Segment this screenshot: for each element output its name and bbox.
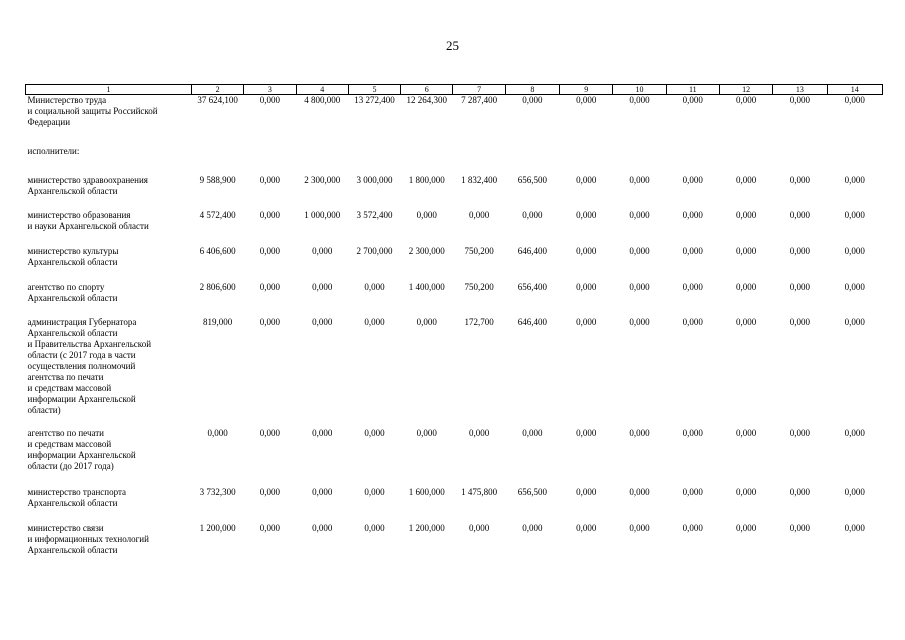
cell-value: 0,000: [629, 282, 650, 292]
cell-value: 0,000: [576, 523, 597, 533]
cell-value: [244, 146, 296, 157]
cell-value: 0,000: [789, 210, 811, 220]
cell-value: [560, 146, 613, 157]
table-row: [26, 317, 883, 416]
table-row: [26, 95, 883, 129]
table-body: [26, 95, 883, 557]
cell-value: 0,000: [522, 523, 543, 533]
cell-value: 0,000: [576, 246, 597, 256]
column-header: 8: [505, 85, 559, 95]
cell-value: 0,000: [682, 428, 703, 438]
cell-value: 2 300,000: [408, 246, 445, 256]
cell-value: [827, 146, 882, 157]
table-row: [26, 175, 883, 197]
row-name: Министерство труда и социальной защиты Российской Федерации: [27, 95, 158, 127]
cell-value: 1 800,000: [408, 175, 445, 185]
row-spacer: [26, 304, 883, 317]
cell-value: 0,000: [576, 428, 597, 438]
cell-value: 0,000: [259, 175, 281, 185]
cell-value: 0,000: [416, 428, 437, 438]
cell-value: 0,000: [576, 95, 597, 105]
cell-value: 0,000: [312, 428, 333, 438]
cell-value: [191, 146, 243, 157]
table-row: [26, 487, 883, 509]
cell-value: 0,000: [735, 487, 757, 497]
cell-value: 0,000: [735, 317, 757, 327]
cell-value: 0,000: [364, 317, 385, 327]
cell-value: 0,000: [468, 523, 490, 533]
cell-value: 0,000: [259, 428, 281, 438]
cell-value: 0,000: [789, 95, 811, 105]
cell-value: 0,000: [312, 282, 333, 292]
cell-value: 1 600,000: [408, 487, 445, 497]
column-header: 12: [719, 85, 772, 95]
cell-value: 750,200: [464, 246, 494, 256]
row-name: министерство транспорта Архангельской области: [27, 487, 127, 508]
header-row: [26, 85, 883, 95]
cell-value: 0,000: [416, 210, 437, 220]
table-row: [26, 246, 883, 268]
cell-value: 6 406,600: [199, 246, 236, 256]
row-spacer: [26, 232, 883, 246]
cell-value: 0,000: [312, 317, 333, 327]
cell-value: 0,000: [259, 210, 281, 220]
cell-value: 1 200,000: [408, 523, 445, 533]
cell-value: 0,000: [416, 317, 437, 327]
table-row: [26, 282, 883, 304]
cell-value: 0,000: [735, 246, 757, 256]
column-header: 9: [560, 85, 613, 95]
cell-value: 0,000: [682, 523, 703, 533]
table-row: [26, 523, 883, 556]
cell-value: 1 400,000: [408, 282, 445, 292]
cell-value: 0,000: [789, 282, 811, 292]
row-name: министерство связи и информационных технологий Архангельской области: [27, 523, 149, 555]
cell-value: 0,000: [468, 428, 490, 438]
cell-value: 656,500: [517, 175, 548, 185]
column-header: 5: [348, 85, 400, 95]
cell-value: 4 572,400: [199, 210, 236, 220]
column-header: 7: [453, 85, 505, 95]
cell-value: 0,000: [629, 487, 650, 497]
cell-value: 0,000: [629, 210, 650, 220]
row-name: министерство культуры Архангельской области: [27, 246, 119, 267]
cell-value: 37 624,100: [197, 95, 238, 105]
cell-value: 12 264,300: [406, 95, 448, 105]
cell-value: 0,000: [682, 282, 703, 292]
table-row: [26, 428, 883, 472]
row-name: администрация Губернатора Архангельской области и Правительства Архангельской области (с 2017 года в части осуществления полномочий агентства по печати и средствам массовой информации Архангельской области): [27, 317, 152, 415]
cell-value: 2 700,000: [356, 246, 393, 256]
cell-value: 0,000: [364, 282, 385, 292]
cell-value: 0,000: [207, 428, 228, 438]
cell-value: 0,000: [522, 95, 543, 105]
cell-value: 4 800,000: [304, 95, 341, 105]
cell-value: 0,000: [576, 487, 597, 497]
cell-value: 0,000: [789, 428, 811, 438]
cell-value: [719, 146, 772, 157]
row-name: агентство по печати и средствам массовой информации Архангельской области (до 2017 года): [27, 428, 136, 471]
cell-value: 0,000: [789, 487, 811, 497]
cell-value: 0,000: [576, 210, 597, 220]
cell-value: 0,000: [576, 317, 597, 327]
cell-value: 0,000: [468, 210, 490, 220]
cell-value: [348, 146, 400, 157]
column-header: 1: [26, 85, 192, 95]
cell-value: 172,700: [464, 317, 494, 327]
cell-value: [613, 146, 666, 157]
cell-value: 2 300,000: [304, 175, 341, 185]
cell-value: 0,000: [735, 95, 757, 105]
cell-value: 7 287,400: [461, 95, 498, 105]
cell-value: 1 200,000: [199, 523, 236, 533]
column-header: 13: [773, 85, 827, 95]
cell-value: 9 588,900: [199, 175, 236, 185]
cell-value: 0,000: [682, 246, 703, 256]
cell-value: 0,000: [844, 246, 865, 256]
cell-value: 0,000: [789, 317, 811, 327]
cell-value: 0,000: [844, 317, 865, 327]
cell-value: 0,000: [844, 95, 865, 105]
cell-value: 0,000: [312, 487, 333, 497]
column-header: 11: [666, 85, 719, 95]
cell-value: 819,000: [202, 317, 233, 327]
cell-value: 0,000: [629, 428, 650, 438]
cell-value: 656,500: [517, 487, 548, 497]
cell-value: 0,000: [789, 175, 811, 185]
cell-value: 0,000: [735, 523, 757, 533]
row-name: агентство по спорту Архангельской области: [27, 282, 118, 303]
column-header: 6: [401, 85, 453, 95]
row-name: исполнители:: [27, 146, 80, 156]
cell-value: 0,000: [259, 523, 281, 533]
cell-value: 0,000: [629, 95, 650, 105]
cell-value: [505, 146, 559, 157]
cell-value: [773, 146, 827, 157]
cell-value: 0,000: [522, 210, 543, 220]
row-spacer: [26, 157, 883, 175]
cell-value: 0,000: [682, 175, 703, 185]
cell-value: 646,400: [517, 317, 548, 327]
cell-value: 0,000: [789, 523, 811, 533]
cell-value: 656,400: [517, 282, 548, 292]
cell-value: 0,000: [735, 428, 757, 438]
column-header: 3: [244, 85, 296, 95]
page-number: 25: [446, 38, 459, 53]
row-spacer: [26, 509, 883, 523]
cell-value: 0,000: [629, 523, 650, 533]
cell-value: 0,000: [844, 210, 865, 220]
cell-value: 0,000: [682, 487, 703, 497]
budget-table: [25, 84, 883, 556]
cell-value: 0,000: [629, 317, 650, 327]
cell-value: 0,000: [682, 210, 703, 220]
cell-value: 0,000: [364, 428, 385, 438]
cell-value: 0,000: [522, 428, 543, 438]
cell-value: 750,200: [464, 282, 494, 292]
cell-value: 0,000: [844, 282, 865, 292]
row-spacer: [26, 472, 883, 487]
cell-value: 1 832,400: [461, 175, 498, 185]
row-spacer: [26, 197, 883, 210]
cell-value: 2 806,600: [199, 282, 236, 292]
row-name: министерство здравоохранения Архангельской области: [27, 175, 148, 196]
cell-value: 0,000: [259, 282, 281, 292]
cell-value: 0,000: [735, 210, 757, 220]
cell-value: 0,000: [844, 175, 865, 185]
cell-value: 0,000: [844, 428, 865, 438]
cell-value: 646,400: [517, 246, 548, 256]
cell-value: 0,000: [364, 487, 385, 497]
column-header: 10: [613, 85, 666, 95]
cell-value: 0,000: [844, 523, 865, 533]
cell-value: 0,000: [259, 487, 281, 497]
cell-value: 0,000: [735, 175, 757, 185]
cell-value: 0,000: [259, 317, 281, 327]
cell-value: 0,000: [312, 523, 333, 533]
cell-value: 0,000: [735, 282, 757, 292]
cell-value: 1 475,800: [461, 487, 498, 497]
column-header: 4: [296, 85, 348, 95]
row-spacer: [26, 416, 883, 428]
cell-value: 0,000: [682, 317, 703, 327]
cell-value: 0,000: [789, 246, 811, 256]
column-header: 14: [827, 85, 882, 95]
cell-value: 3 000,000: [356, 175, 393, 185]
table-row: [26, 210, 883, 232]
cell-value: 13 272,400: [354, 95, 395, 105]
row-name: министерство образования и науки Архангельской области: [27, 210, 149, 231]
column-header: 2: [191, 85, 243, 95]
row-spacer: [26, 268, 883, 282]
cell-value: 0,000: [629, 246, 650, 256]
cell-value: 0,000: [259, 246, 281, 256]
cell-value: 1 000,000: [304, 210, 341, 220]
table-row: [26, 146, 883, 157]
cell-value: 0,000: [364, 523, 385, 533]
cell-value: 0,000: [844, 487, 865, 497]
cell-value: 0,000: [259, 95, 281, 105]
cell-value: 0,000: [629, 175, 650, 185]
cell-value: [666, 146, 719, 157]
cell-value: 0,000: [576, 282, 597, 292]
cell-value: 3 732,300: [199, 487, 236, 497]
cell-value: 0,000: [682, 95, 703, 105]
cell-value: [401, 146, 453, 157]
cell-value: 0,000: [576, 175, 597, 185]
cell-value: 3 572,400: [356, 210, 393, 220]
cell-value: [296, 146, 348, 157]
cell-value: [453, 146, 505, 157]
cell-value: 0,000: [312, 246, 333, 256]
row-spacer: [26, 128, 883, 146]
